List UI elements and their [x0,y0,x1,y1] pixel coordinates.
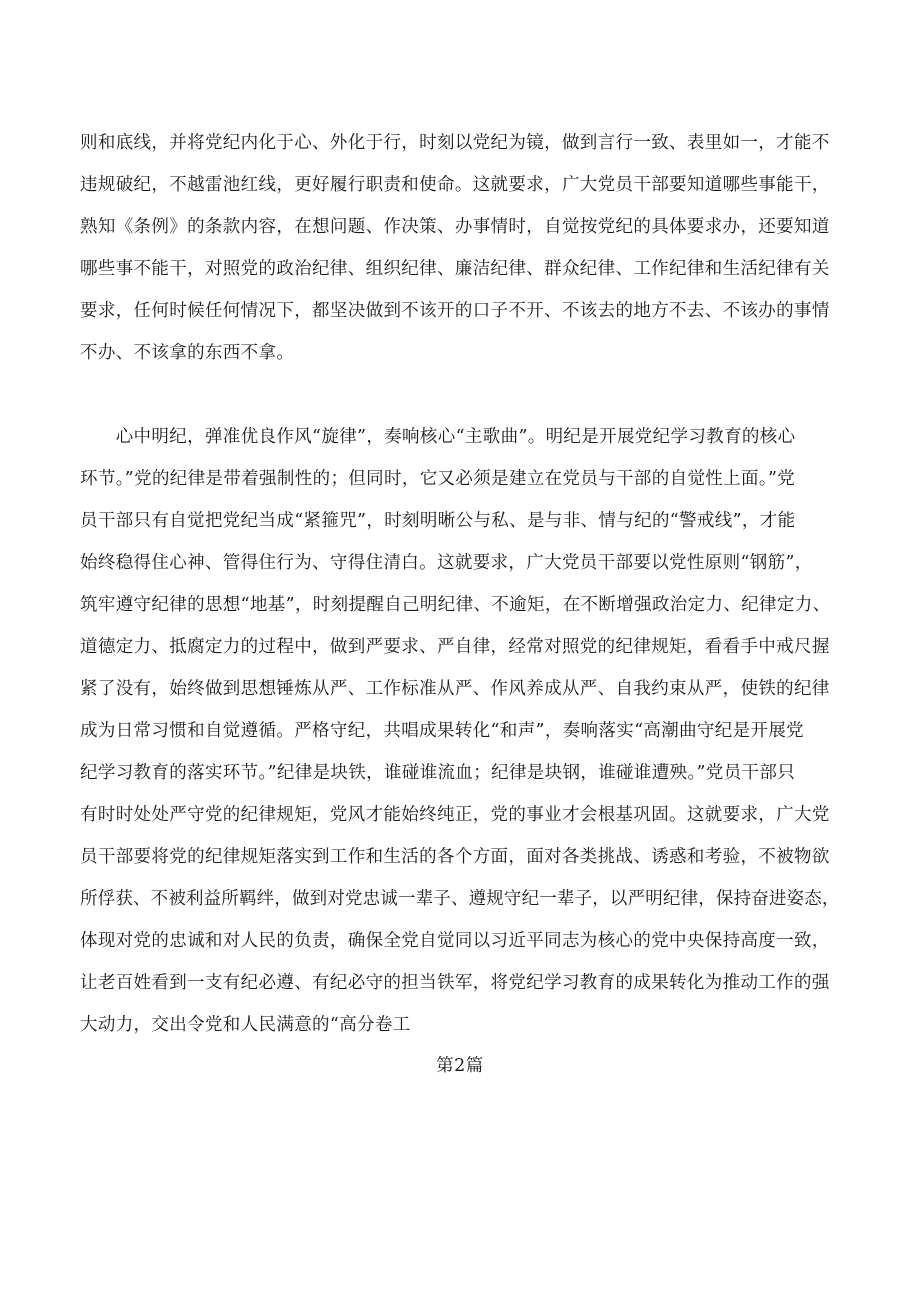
paragraph-1-line: 熟知《条例》的条款内容，在想问题、作决策、办事情时，自觉按党纪的具体要求办，还要知道 [80,217,830,237]
paragraph-1-line: 不办、不该拿的东西不拿。 [80,343,295,363]
paragraph-1-line: 哪些事不能干，对照党的政治纪律、组织纪律、廉洁纪律、群众纪律、工作纪律和生活纪律有关 [80,259,830,279]
paragraph-2-line: 道德定力、抵腐定力的过程中，做到严要求、严自律，经常对照党的纪律规矩，看看手中戒尺握 [80,637,830,657]
paragraph-2-line: 员干部要将党的纪律规矩落实到工作和生活的各个方面，面对各类挑战、诱惑和考验，不被物欲 [80,847,830,867]
paragraph-2-line: 所俘获、不被利益所羁绊，做到对党忠诚一辈子、遵规守纪一辈子，以严明纪律，保持奋进姿态， [80,889,840,909]
paragraph-2-line: 有时时处处严守党的纪律规矩，党风才能始终纯正，党的事业才会根基巩固。这就要求，广大党 [80,805,830,825]
paragraph-2-line: 大动力，交出令党和人民满意的“高分卷工 [80,1015,411,1035]
paragraph-1-line: 则和底线，并将党纪内化于心、外化于行，时刻以党纪为镜，做到言行一致、表里如一，才能不 [80,133,830,153]
paragraph-2-line: 环节。”党的纪律是带着强制性的；但同时，它又必须是建立在党员与干部的自觉性上面。”党 [80,469,796,489]
paragraph-2-line: 纪学习教育的落实环节。”纪律是块铁，谁碰谁流血；纪律是块钢，谁碰谁遭殃。”党员干部只 [80,763,796,783]
paragraph-2-line: 体现对党的忠诚和对人民的负责，确保全党自觉同以习近平同志为核心的党中央保持高度一致， [80,931,830,951]
paragraph-2-line: 筑牢遵守纪律的思想“地基”，时刻提醒自己明纪律、不逾矩，在不断增强政治定力、纪律定力、 [80,595,831,615]
paragraph-2-line: 让老百姓看到一支有纪必遵、有纪必守的担当铁军，将党纪学习教育的成果转化为推动工作的强 [80,973,830,993]
section-heading: 第2篇 [436,1056,484,1076]
paragraph-2-line: 员干部只有自觉把党纪当成“紧箍咒”，时刻明晰公与私、是与非、情与纪的“警戒线”，才能 [80,511,796,531]
paragraph-1-line: 要求，任何时候任何情况下，都坚决做到不该开的口子不开、不该去的地方不去、不该办的事情 [80,301,830,321]
paragraph-2-line: 始终稳得住心神、管得住行为、守得住清白。这就要求，广大党员干部要以党性原则“钢筋”， [80,553,813,573]
paragraph-1-line: 违规破纪，不越雷池红线，更好履行职责和使命。这就要求，广大党员干部要知道哪些事能干， [80,175,830,195]
paragraph-2-line: 心中明纪，弹准优良作风“旋律”，奏响核心“主歌曲”。明纪是开展党纪学习教育的核心 [80,427,796,447]
paragraph-2-line: 紧了没有，始终做到思想锤炼从严、工作标准从严、作风养成从严、自我约束从严，使铁的纪律 [80,679,830,699]
paragraph-2-line: 成为日常习惯和自觉遵循。严格守纪，共唱成果转化“和声”，奏响落实“高潮曲守纪是开展党 [80,721,805,741]
